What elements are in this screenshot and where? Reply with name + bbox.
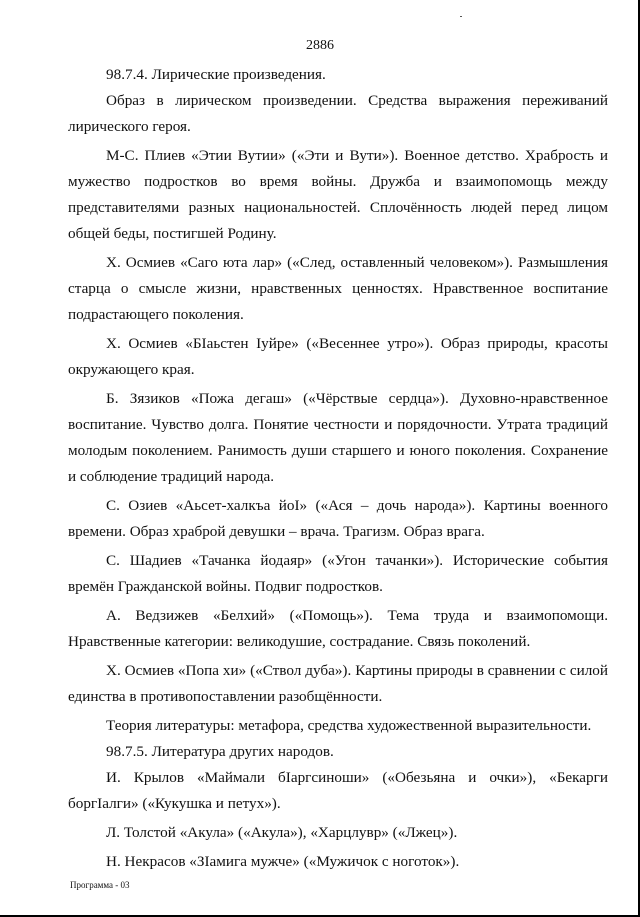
paragraph-vedzizhev: А. Ведзижев «Белхий» («Помощь»). Тема труда и взаимопомощи. Нравственные категории: великодушие, сострадание. Связь поколений. [68, 607, 608, 650]
paragraph-osmiev-sled: Х. Осмиев «Саго юта лар» («След, оставленный человеком»). Размышления старца о смысле жизни, нравственных ценностях. Нравственное воспитание подрастающего поколения. [68, 254, 608, 323]
paragraph-pliev: М-С. Плиев «Этии Вутии» («Эти и Вути»). Военное детство. Храбрость и мужество подростков во время войны. Дружба и взаимопомощь между представителями разных национальностей. Сплочённость людей перед лицом общей беды, постигшей Родину. [68, 147, 608, 242]
document-body [68, 62, 608, 878]
paragraph-oziev: С. Озиев «Аьсет-халкъа йоI» («Ася – дочь народа»). Картины военного времени. Образ храброй девушки – врача. Трагизм. Образ врага. [68, 497, 608, 540]
paragraph-zyazikov: Б. Зязиков «Пожа дегаш» («Чёрствые сердца»). Духовно-нравственное воспитание. Чувство долга. Понятие честности и порядочности. Утрата традиций молодым поколением. Ранимость души старшего и юного поколения. Сохранение и соблюдение традиций народа. [68, 390, 608, 485]
paragraph-nekrasov: Н. Некрасов «ЗIамига мужче» («Мужичок с ноготок»). [106, 853, 460, 870]
scan-speck [460, 16, 462, 17]
paragraph-osmiev-dub: Х. Осмиев «Попа хи» («Ствол дуба»). Картины природы в сравнении с силой единства в противопоставлении разобщённости. [68, 662, 608, 705]
page-footer: Программа - 03 [70, 880, 130, 890]
page-number: 2886 [306, 38, 334, 53]
section-heading-lyric: 98.7.4. Лирические произведения. [106, 66, 326, 83]
section-heading-other-peoples: 98.7.5. Литература других народов. [106, 743, 334, 760]
paragraph-shadiev: С. Шадиев «Тачанка йодаяр» («Угон тачанки»). Исторические события времён Гражданской войны. Подвиг подростков. [68, 552, 608, 595]
paragraph-tolstoy: Л. Толстой «Акула» («Акула»), «Харцлувр» («Лжец»). [106, 824, 458, 841]
paragraph-krylov: И. Крылов «Маймали бIаргсиноши» («Обезьяна и очки»), «Бекарги боргIалги» («Кукушка и петух»). [68, 769, 608, 812]
paragraph-osmiev-utro: Х. Осмиев «БIаьстен Iуйре» («Весеннее утро»). Образ природы, красоты окружающего края. [68, 335, 608, 378]
paragraph-lyric-image: Образ в лирическом произведении. Средства выражения переживаний лирического героя. [68, 92, 608, 135]
paragraph-theory: Теория литературы: метафора, средства художественной выразительности. [106, 717, 592, 734]
